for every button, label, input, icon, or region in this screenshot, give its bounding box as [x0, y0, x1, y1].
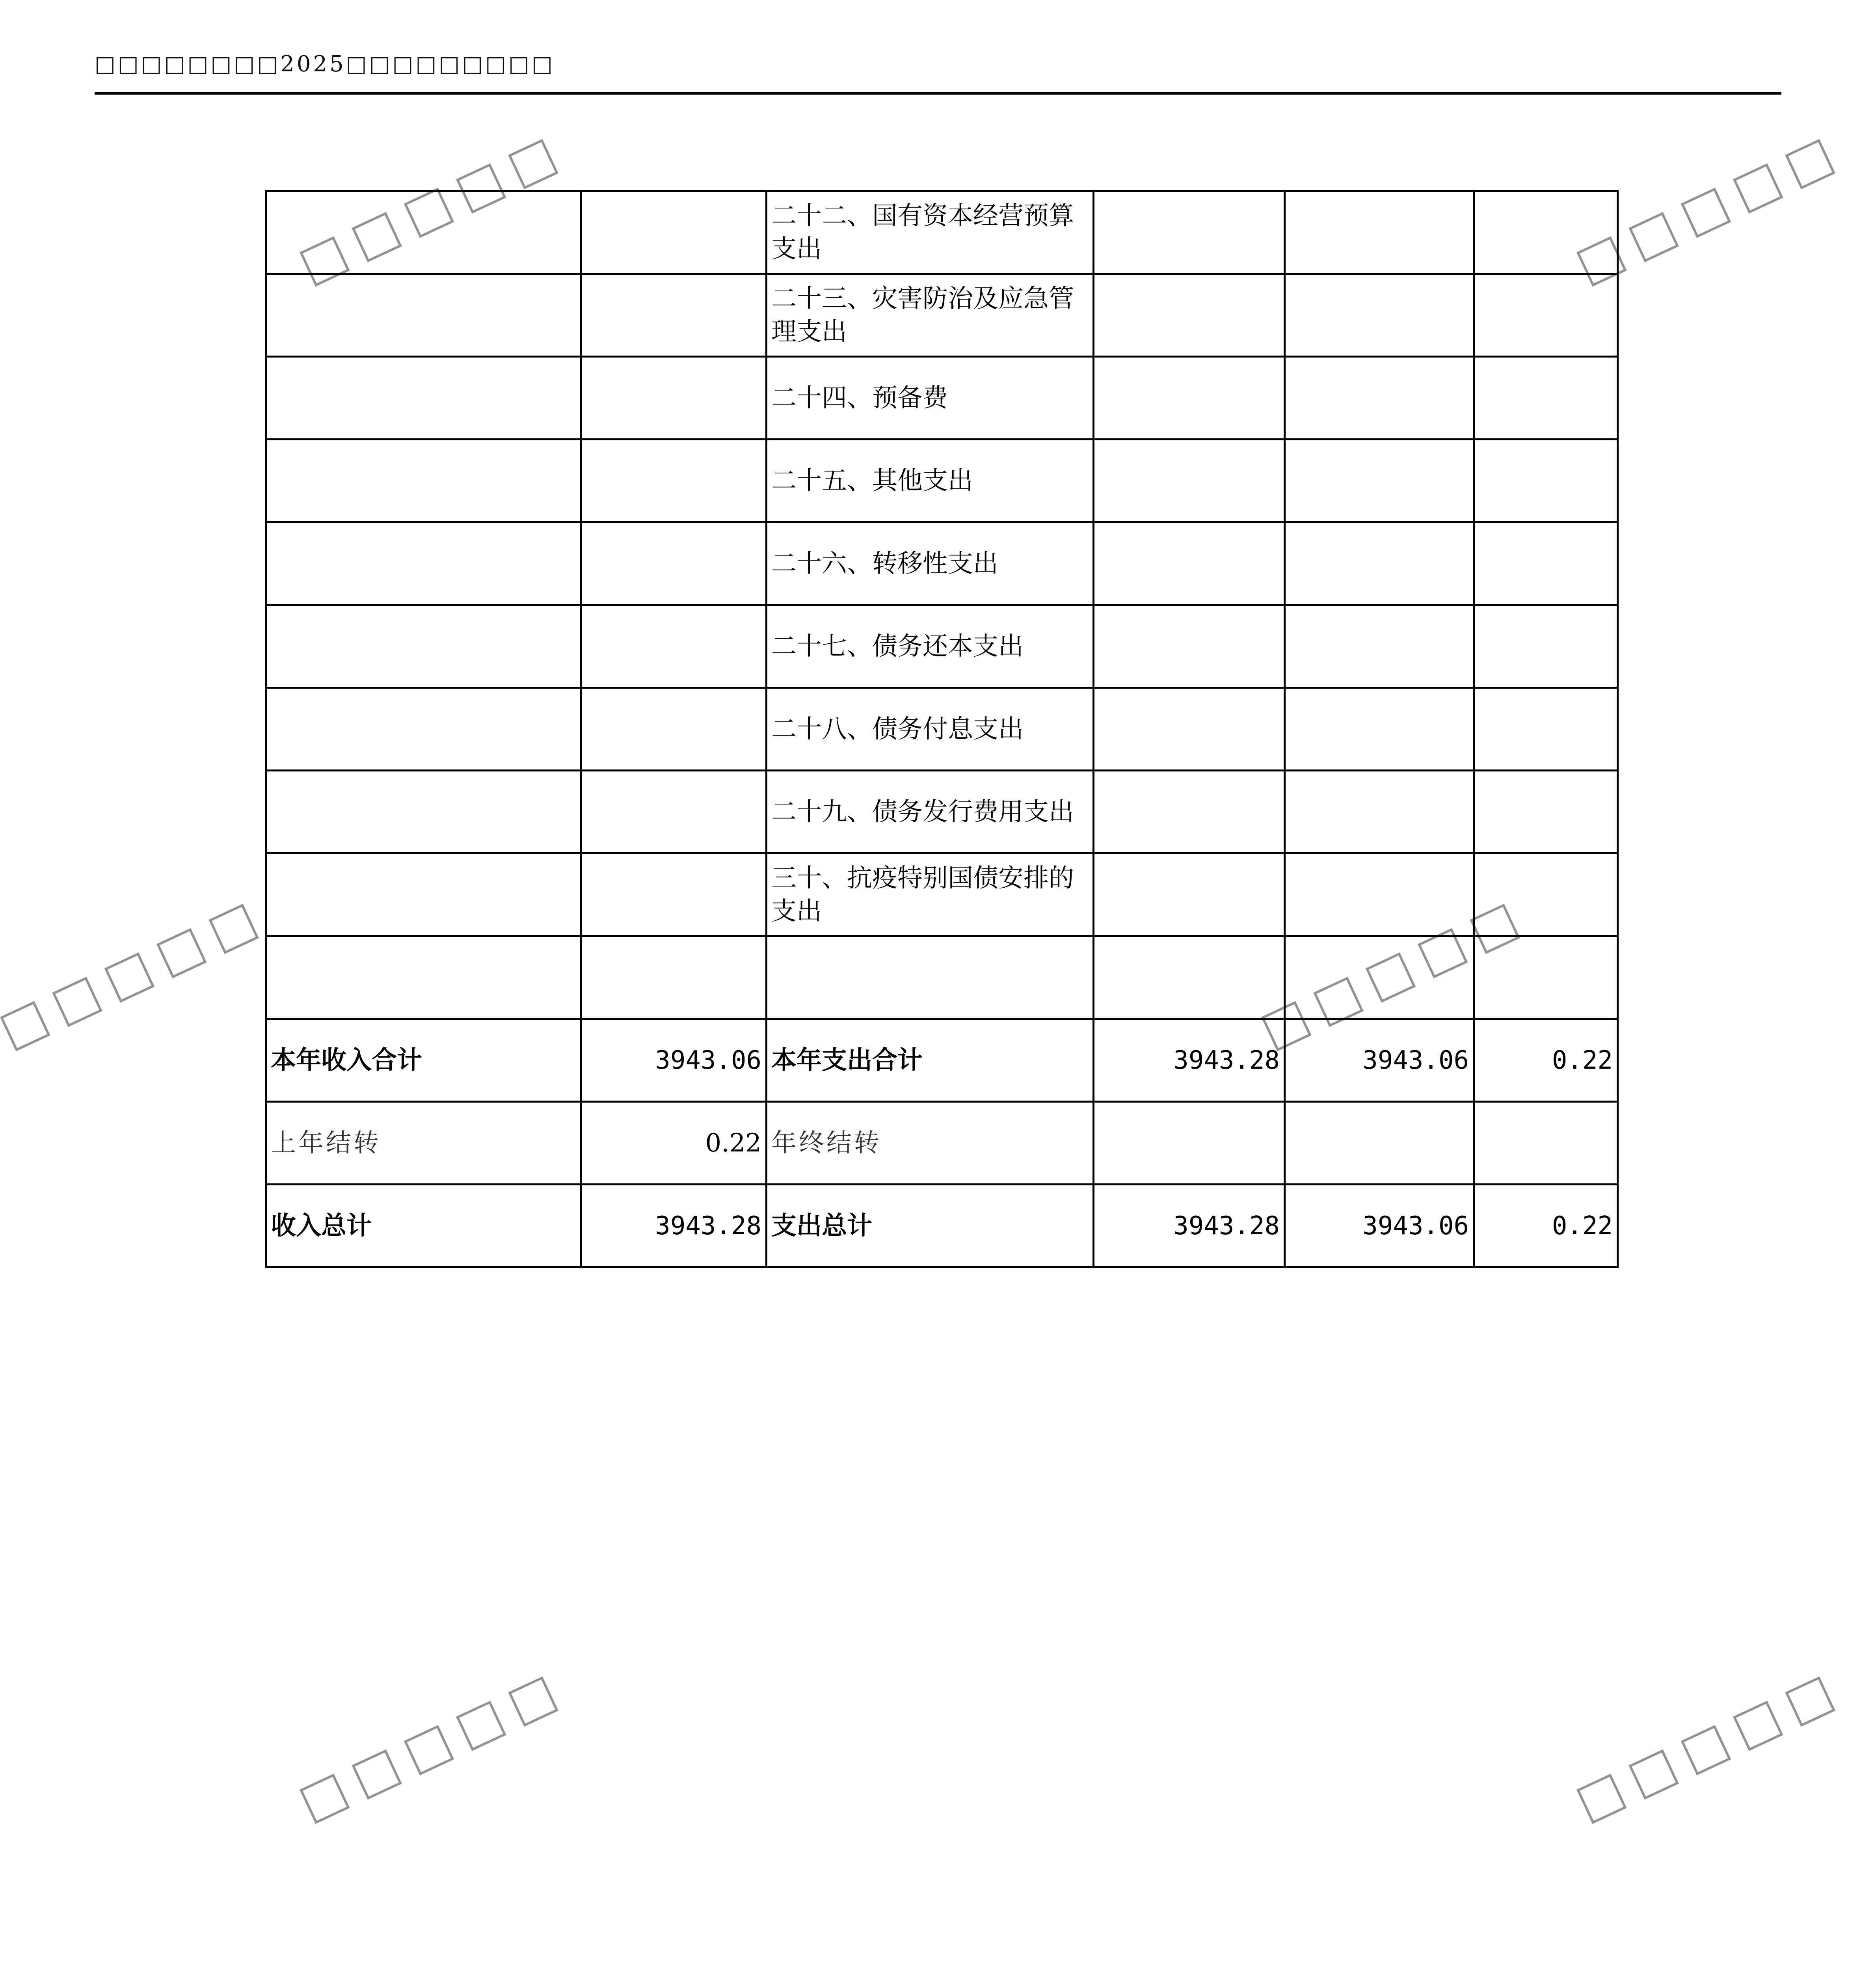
- carryover-row: [266, 1102, 1618, 1185]
- expense-total-label: 本年支出合计: [767, 1019, 1094, 1102]
- expense-grand-total-value: 3943.28: [1094, 1185, 1285, 1267]
- table-row: [266, 936, 1618, 1019]
- expense-item-label: 二十四、预备费: [767, 357, 1094, 440]
- grand-total-row: [266, 1185, 1618, 1267]
- table-row: [266, 605, 1618, 688]
- expense-item-label: 二十五、其他支出: [767, 440, 1094, 522]
- expense-total-value: 3943.06: [1285, 1019, 1474, 1102]
- table-row: [266, 440, 1618, 522]
- table-row: [266, 357, 1618, 440]
- income-total-value: 3943.06: [581, 1019, 767, 1102]
- year-end-carryover-label: 年终结转: [767, 1102, 1094, 1185]
- expense-grand-total-label: 支出总计: [767, 1185, 1094, 1267]
- prior-year-carryover-label: 上年结转: [266, 1102, 581, 1185]
- expense-item-label: 二十九、债务发行费用支出: [767, 771, 1094, 853]
- income-grand-total-value: 3943.28: [581, 1185, 767, 1267]
- table-row: [266, 274, 1618, 357]
- header-rule: [95, 92, 1781, 95]
- expense-grand-total-value: 3943.06: [1285, 1185, 1474, 1267]
- watermark: [1576, 1677, 1835, 1824]
- watermark: [0, 904, 259, 1051]
- expense-item-label: 二十六、转移性支出: [767, 522, 1094, 605]
- expense-total-value: 0.22: [1474, 1019, 1618, 1102]
- prior-year-carryover-value: 0.22: [581, 1102, 767, 1185]
- table-row: [266, 191, 1618, 274]
- expense-grand-total-value: 0.22: [1474, 1185, 1618, 1267]
- page-header: □□□□□□□□2025□□□□□□□□□: [95, 51, 555, 77]
- expense-item-label: 二十三、灾害防治及应急管理支出: [767, 274, 1094, 357]
- table-row: [266, 771, 1618, 853]
- expense-item-label: 二十八、债务付息支出: [767, 688, 1094, 771]
- income-grand-total-label: 收入总计: [266, 1185, 581, 1267]
- table-row: [266, 688, 1618, 771]
- expense-item-label: 三十、抗疫特别国债安排的支出: [767, 853, 1094, 936]
- annual-total-row: [266, 1019, 1618, 1102]
- table-row: [266, 853, 1618, 936]
- expense-total-value: 3943.28: [1094, 1019, 1285, 1102]
- expense-item-label: 二十二、国有资本经营预算支出: [767, 191, 1094, 274]
- watermark: [300, 1677, 558, 1824]
- income-total-label: 本年收入合计: [266, 1019, 581, 1102]
- expense-item-label: 二十七、债务还本支出: [767, 605, 1094, 688]
- table-row: [266, 522, 1618, 605]
- budget-table: [265, 190, 1619, 1268]
